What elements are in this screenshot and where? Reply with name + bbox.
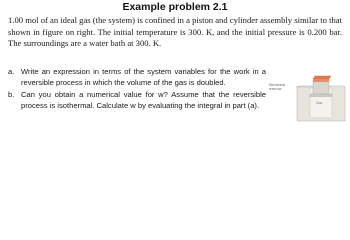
piston (310, 94, 332, 97)
part-a (8, 66, 266, 89)
piston-cylinder-figure (296, 74, 346, 122)
weight-top-face (313, 79, 329, 82)
part-b-letter: b. (8, 89, 15, 99)
problem-parts (8, 66, 266, 112)
piston-cylinder-drawing (296, 74, 346, 122)
reservoir-label: Mechanical reservoir (269, 83, 286, 91)
part-b (8, 89, 266, 112)
problem-statement: 1.00 mol of an ideal gas (the system) is confined in a piston and cylinder assembly similar to that shown in figure on right. The initial temperature is 300. K, and the initial pressure is 0.200 bar. The surroundings are a water bath at 300. K. (8, 15, 342, 49)
part-b-text: Can you obtain a numerical value for w? Assume that the reversible process is isothermal. Calculate w by evaluating the integral in part (a). (21, 89, 266, 111)
gas-label: Gas (316, 101, 323, 105)
part-a-text: Write an expression in terms of the system variables for the work in a reversible process in which the volume of the gas is doubled. (21, 67, 266, 88)
problem-title: Example problem 2.1 (122, 1, 228, 13)
part-a-letter: a. (8, 67, 15, 76)
weight-top (313, 76, 331, 79)
